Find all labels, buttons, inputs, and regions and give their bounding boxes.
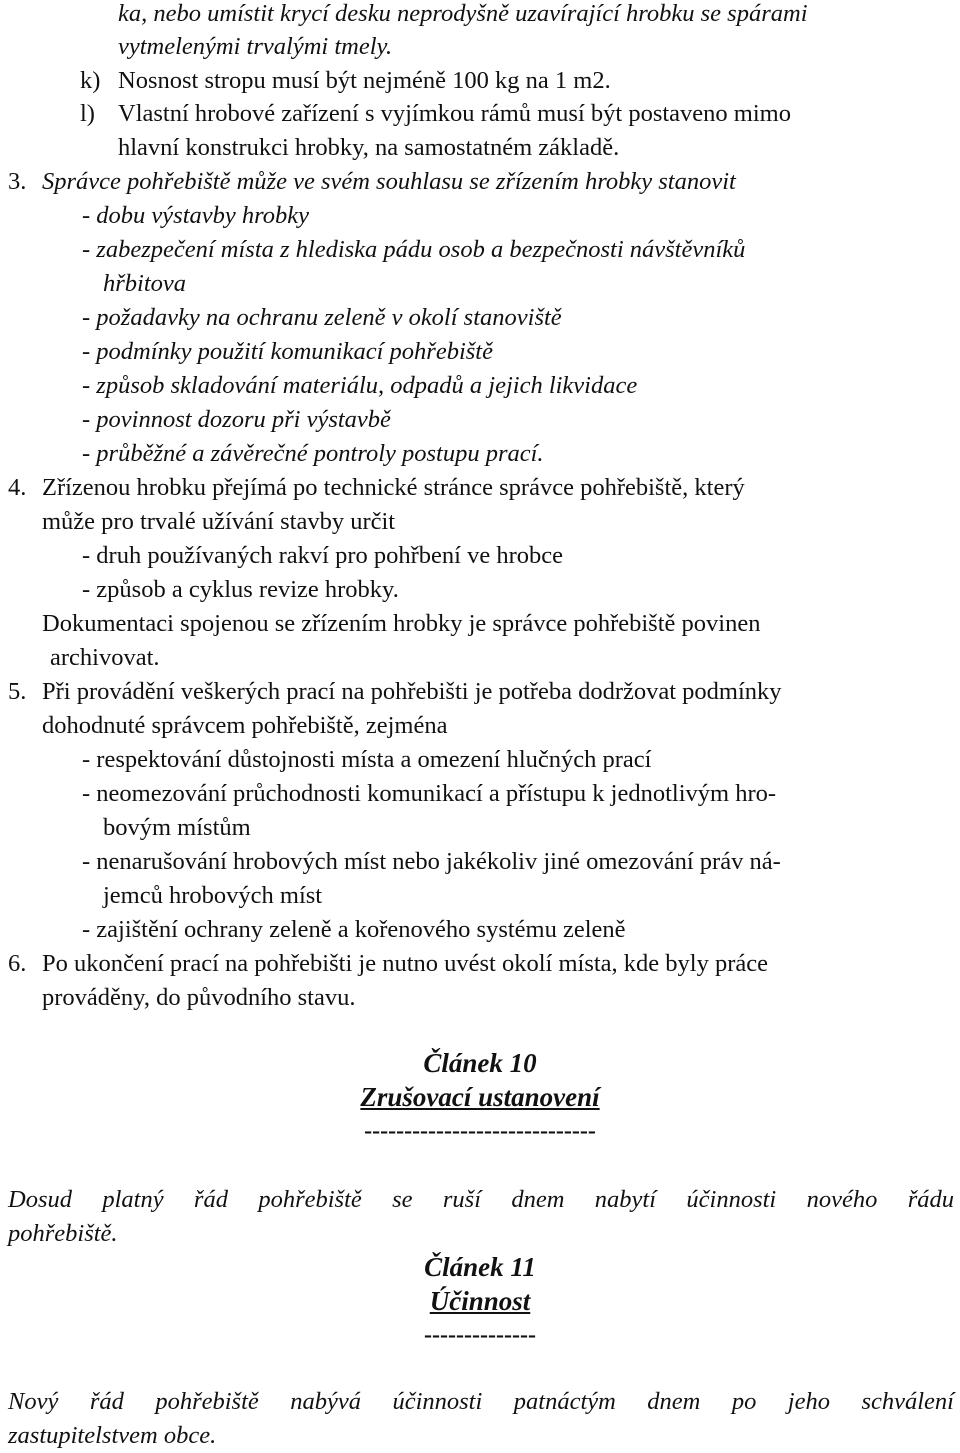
list-item: - podmínky použití komunikací pohřebiště	[82, 338, 493, 365]
paragraph-number: 4.	[8, 474, 27, 501]
paragraph-number: 6.	[8, 950, 27, 977]
list-item: - způsob a cyklus revize hrobky.	[82, 576, 399, 603]
list-item: - dobu výstavby hrobky	[82, 202, 309, 229]
article-title: Zrušovací ustanovení	[360, 1082, 600, 1112]
list-item: - povinnost dozoru při výstavbě	[82, 406, 391, 433]
article-title: Účinnost	[429, 1286, 531, 1316]
text-line: ka, nebo umístit krycí desku neprodyšně uzavírající hrobku se spárami	[118, 0, 808, 27]
article-heading: Článek 10	[423, 1048, 537, 1078]
text-line: Vlastní hrobové zařízení s vyjímkou rámů musí být postaveno mimo	[118, 100, 791, 127]
list-item: - neomezování průchodnosti komunikací a přístupu k jednotlivým hro-	[82, 780, 777, 807]
list-marker: l)	[80, 100, 95, 127]
list-item: - způsob skladování materiálu, odpadů a jejich likvidace	[82, 372, 638, 399]
list-item: jemců hrobových míst	[103, 882, 323, 909]
paragraph-lead: může pro trvalé užívání stavby určit	[42, 508, 396, 535]
paragraph-number: 5.	[8, 678, 27, 705]
list-item: bovým místům	[103, 814, 251, 841]
article-rule: --------------	[424, 1322, 536, 1348]
text-line: vytmelenými trvalými tmely.	[118, 33, 393, 60]
article-rule: -----------------------------	[364, 1118, 596, 1144]
list-item: - nenarušování hrobových míst nebo jakékoliv jiné omezování práv ná-	[82, 848, 781, 875]
list-item: - zabezpečení místa z hlediska pádu osob a bezpečnosti návštěvníků	[82, 236, 746, 263]
article-heading: Článek 11	[424, 1252, 536, 1282]
text-line: Nosnost stropu musí být nejméně 100 kg na 1 m2.	[118, 67, 611, 94]
paragraph-lead: Správce pohřebiště může ve svém souhlasu se zřízením hrobky stanovit	[42, 168, 736, 195]
paragraph-lead: dohodnuté správcem pohřebiště, zejména	[42, 712, 448, 739]
text-line: hlavní konstrukci hrobky, na samostatném základě.	[118, 134, 620, 161]
list-item: - druh používaných rakví pro pohřbení ve hrobce	[82, 542, 563, 569]
list-item: - průběžné a závěrečné pontroly postupu prací.	[82, 440, 544, 467]
article-body: pohřebiště.	[8, 1220, 118, 1247]
text-line: Dokumentaci spojenou se zřízením hrobky je správce pohřebiště povinen	[42, 610, 761, 637]
paragraph-lead: Po ukončení prací na pohřebišti je nutno uvést okolí místa, kde byly práce	[42, 950, 768, 977]
list-item: - zajištění ochrany zeleně a kořenového systému zeleně	[82, 916, 626, 943]
article-body: Nový řád pohřebiště nabývá účinnosti patnáctým dnem po jeho schválení	[8, 1388, 954, 1415]
article-body: zastupitelstvem obce.	[8, 1422, 217, 1449]
paragraph-lead: prováděny, do původního stavu.	[42, 984, 356, 1011]
list-marker: k)	[80, 67, 101, 94]
paragraph-number: 3.	[8, 168, 27, 195]
article-body: Dosud platný řád pohřebiště se ruší dnem nabytí účinnosti nového řádu	[8, 1186, 954, 1213]
list-item: - požadavky na ochranu zeleně v okolí stanoviště	[82, 304, 562, 331]
list-item: - respektování důstojnosti místa a omezení hlučných prací	[82, 746, 652, 773]
paragraph-lead: Zřízenou hrobku přejímá po technické stránce správce pohřebiště, který	[42, 474, 745, 501]
paragraph-lead: Při provádění veškerých prací na pohřebišti je potřeba dodržovat podmínky	[42, 678, 782, 705]
list-item: hřbitova	[103, 270, 187, 297]
text-line: archivovat.	[50, 644, 160, 671]
